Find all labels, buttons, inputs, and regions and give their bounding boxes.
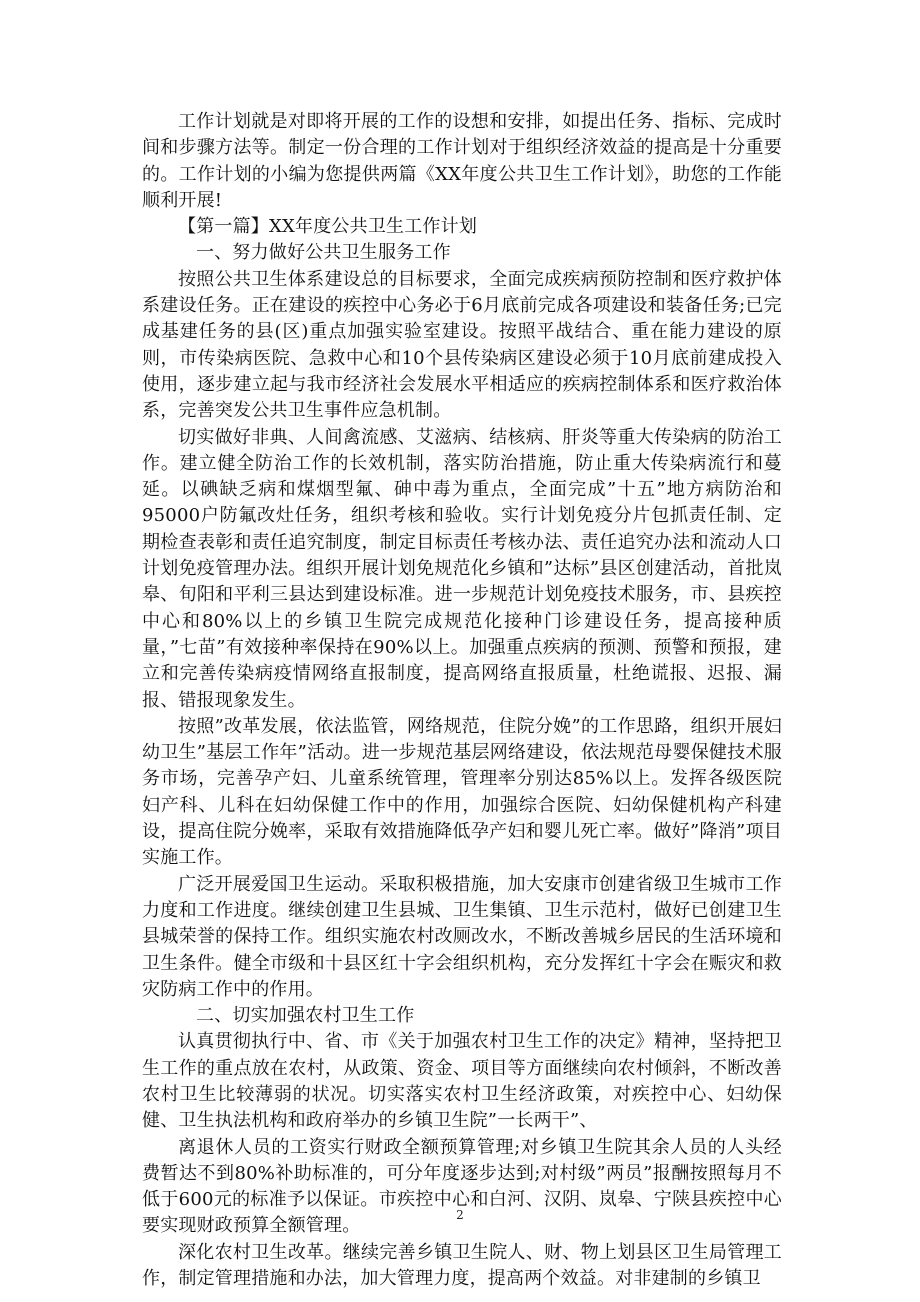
part-title: 【第一篇】XX年度公共卫生工作计划 [178, 216, 478, 238]
page-number: 2 [456, 1208, 464, 1222]
body-paragraph: 切实做好非典、人间禽流感、艾滋病、结核病、肝炎等重大传染病的防治工作。建立健全防治工作的长效机制，落实防治措施，防止重大传染病流行和蔓延。以碘缺乏病和煤烟型氟、砷中毒为重点，全面完成”十五”地方病防治和95000户防氟改灶任务，组织考核和验收。实行计划免疫分片包抓责任制、定期检查表彰和责任追究制度，制定目标责任考核办法、责任追究办法和流动人口计划免疫管理办法。组织开展计划免规范化乡镇和”达标”县区创建活动，首批岚皋、旬阳和平利三县达到建设标准。进一步规范计划免疫技术服务，市、县疾控中心和80%以上的乡镇卫生院完成规范化接种门诊建设任务，提高接种质量，”七苗”有效接种率保持在90%以上。加强重点疾病的预测、预警和预报，建立和完善传染病疫情网络直报制度，提高网络直报质量，杜绝谎报、迟报、漏报、错报现象发生。 [142, 426, 782, 711]
section-heading-2: 二、切实加强农村卫生工作 [196, 1005, 415, 1027]
body-paragraph: 深化农村卫生改革。继续完善乡镇卫生院人、财、物上划县区卫生局管理工作，制定管理措施和办法，加大管理力度，提高两个效益。对非建制的乡镇卫 [142, 1241, 782, 1290]
body-paragraph: 广泛开展爱国卫生运动。采取积极措施，加大安康市创建省级卫生城市工作力度和工作进度。继续创建卫生县城、卫生集镇、卫生示范村，做好已创建卫生县城荣誉的保持工作。组织实施农村改厕改水，不断改善城乡居民的生活环境和卫生条件。健全市级和十县区红十字会组织机构，充分发挥红十字会在赈灾和救灾防病工作中的作用。 [142, 873, 782, 1000]
document-body [142, 109, 782, 1292]
body-paragraph: 离退休人员的工资实行财政全额预算管理;对乡镇卫生院其余人员的人头经费暂达不到80%补助标准的，可分年度逐步达到;对村级”两员”报酬按照每月不低于600元的标准予以保证。市疾控中心和白河、汉阴、岚皋、宁陕县疾控中心要实现财政预算全额管理。 [142, 1136, 782, 1237]
body-paragraph: 认真贯彻执行中、省、市《关于加强农村卫生工作的决定》精神，坚持把卫生工作的重点放在农村，从政策、资金、项目等方面继续向农村倾斜，不断改善农村卫生比较薄弱的状况。切实落实农村卫生经济政策，对疾控中心、妇幼保健、卫生执法机构和政府举办的乡镇卫生院”一长两干”、 [142, 1031, 782, 1132]
section-heading-1: 一、努力做好公共卫生服务工作 [196, 242, 451, 264]
intro-paragraph: 工作计划就是对即将开展的工作的设想和安排，如提出任务、指标、完成时间和步骤方法等。制定一份合理的工作计划对于组织经济效益的提高是十分重要的。工作计划的小编为您提供两篇《XX年度公共卫生工作计划》，助您的工作能顺利开展! [142, 111, 782, 211]
body-paragraph: 按照公共卫生体系建设总的目标要求，全面完成疾病预防控制和医疗救护体系建设任务。正在建设的疾控中心务必于6月底前完成各项建设和装备任务;已完成基建任务的县(区)重点加强实验室建设。按照平战结合、重在能力建设的原则，市传染病医院、急救中心和10个县传染病区建设必须于10月底前建成投入使用，逐步建立起与我市经济社会发展水平相适应的疾病控制体系和医疗救治体系，完善突发公共卫生事件应急机制。 [142, 268, 782, 422]
body-paragraph: 按照”改革发展，依法监管，网络规范，住院分娩”的工作思路，组织开展妇幼卫生”基层工作年”活动。进一步规范基层网络建设，依法规范母婴保健技术服务市场，完善孕产妇、儿童系统管理，管理率分别达85%以上。发挥各级医院妇产科、儿科在妇幼保健工作中的作用，加强综合医院、妇幼保健机构产科建设，提高住院分娩率，采取有效措施降低孕产妇和婴儿死亡率。做好”降消”项目实施工作。 [142, 715, 782, 869]
